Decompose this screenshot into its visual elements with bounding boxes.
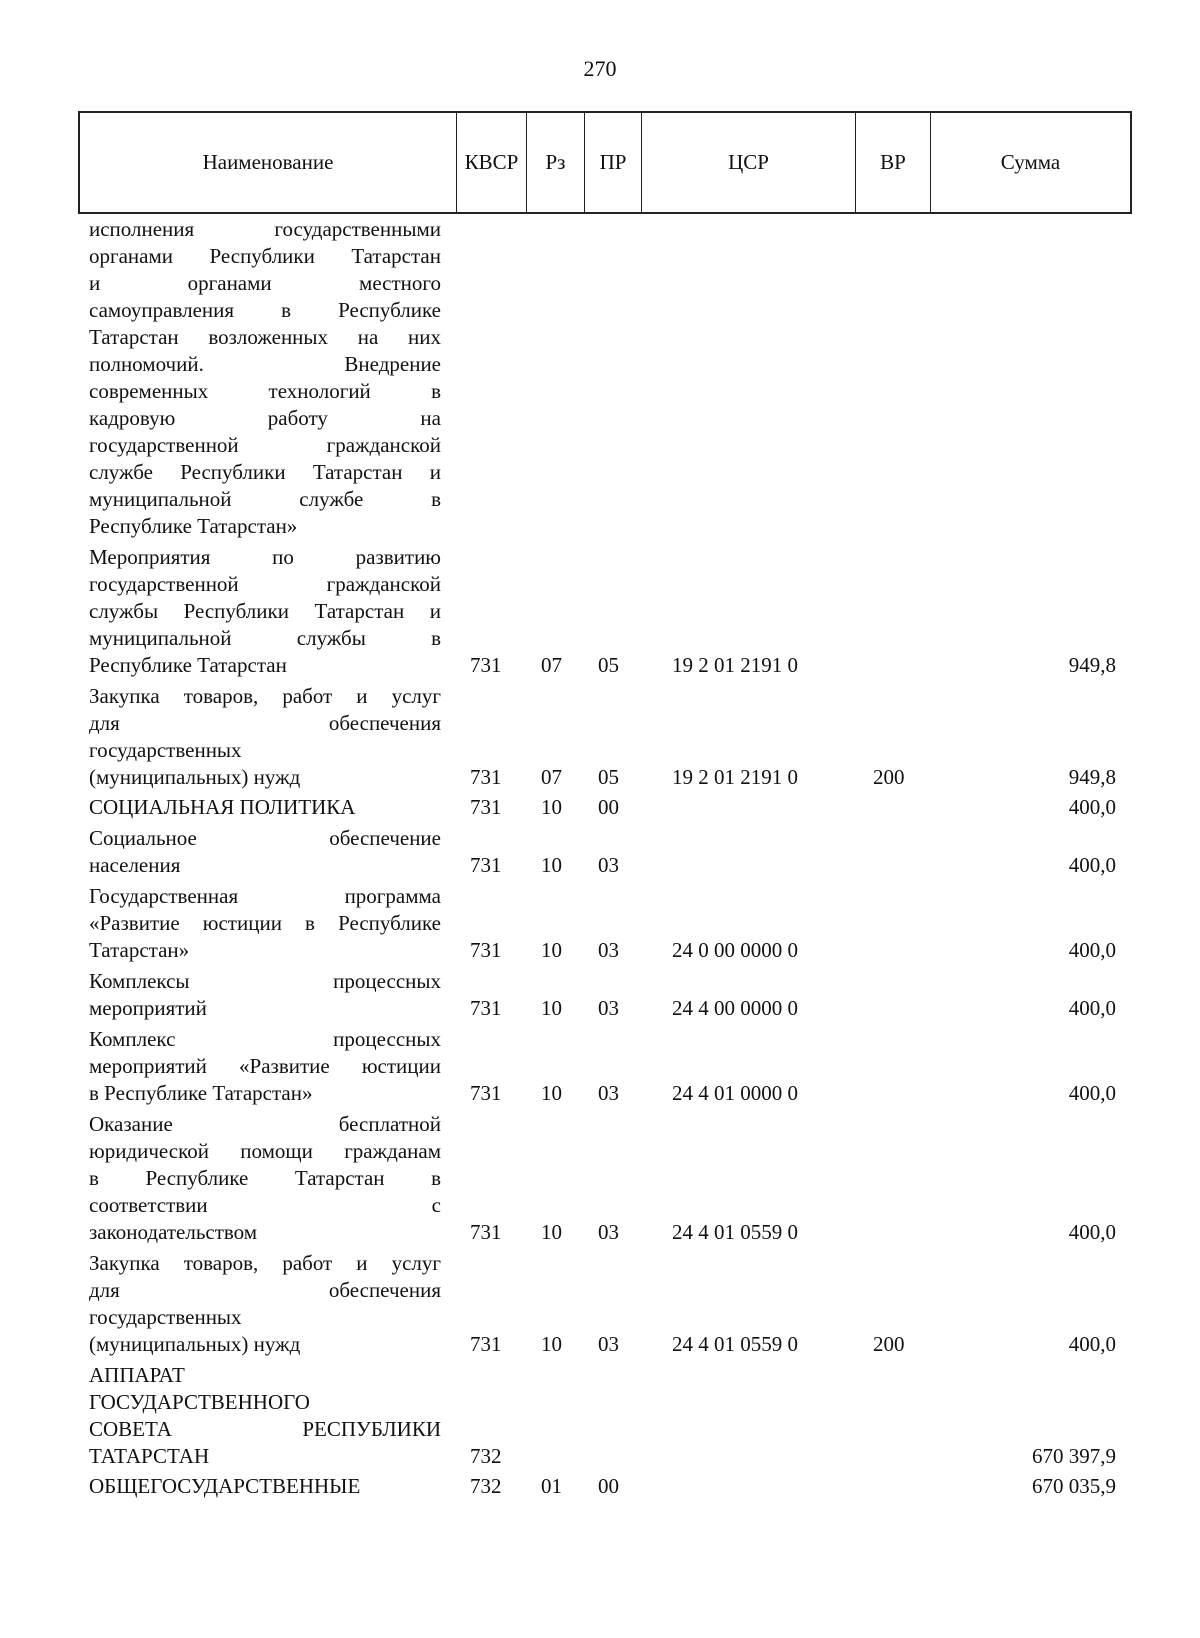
cell-pr: 03 [598, 1220, 619, 1244]
row-name-line: государственной гражданской [89, 433, 441, 457]
row-name-line: в Республике Татарстан в [89, 1166, 441, 1190]
row-name-line: Комплексы процессных [89, 969, 441, 993]
row-name-line: Мероприятия по развитию [89, 545, 441, 569]
table-row [0, 683, 1200, 791]
cell-pr: 03 [598, 1332, 619, 1356]
row-name-line: Закупка товаров, работ и услуг [89, 684, 441, 708]
cell-vr: 200 [873, 1332, 905, 1356]
cell-rz: 10 [541, 853, 562, 877]
cell-kvsr: 731 [470, 795, 502, 819]
cell-csr: 24 4 01 0559 0 [672, 1332, 798, 1356]
row-name-line: государственной гражданской [89, 572, 441, 596]
row-name-line: для обеспечения [89, 1278, 441, 1302]
cell-pr: 05 [598, 653, 619, 677]
table-body [0, 216, 1200, 1500]
cell-rz: 07 [541, 765, 562, 789]
header-sum: Сумма [1000, 150, 1061, 174]
cell-pr: 05 [598, 765, 619, 789]
cell-kvsr: 731 [470, 853, 502, 877]
row-name [89, 1362, 441, 1470]
row-name [89, 544, 441, 679]
row-name-line: (муниципальных) нужд [89, 1332, 301, 1356]
cell-csr: 19 2 01 2191 0 [672, 653, 798, 677]
row-name [89, 825, 441, 879]
row-name-line: «Развитие юстиции в Республике [89, 911, 441, 935]
row-name-line: ОБЩЕГОСУДАРСТВЕННЫЕ [89, 1474, 361, 1498]
row-name-line: исполнения государственными [89, 217, 441, 241]
cell-csr: 24 4 01 0559 0 [672, 1220, 798, 1244]
cell-sum: 400,0 [1068, 938, 1116, 962]
table-row [0, 1026, 1200, 1107]
table-row [0, 883, 1200, 964]
row-name-line: Республике Татарстан [89, 653, 287, 677]
cell-sum: 400,0 [1068, 1332, 1116, 1356]
row-name-line: населения [89, 853, 181, 877]
row-name-line: современных технологий в [89, 379, 441, 403]
table-row [0, 794, 1200, 821]
row-name-line: службе Республики Татарстан и [89, 460, 441, 484]
table-row [0, 1362, 1200, 1470]
row-name-line: СОВЕТА РЕСПУБЛИКИ [89, 1417, 441, 1441]
cell-pr: 00 [598, 795, 619, 819]
cell-rz: 10 [541, 1332, 562, 1356]
row-name [89, 1026, 441, 1107]
cell-kvsr: 732 [470, 1444, 502, 1468]
cell-sum: 400,0 [1068, 853, 1116, 877]
header-name: Наименование [80, 113, 457, 212]
row-name-line: мероприятий [89, 996, 207, 1020]
row-name-line: полномочий. Внедрение [89, 352, 441, 376]
row-name-line: Республике Татарстан» [89, 514, 298, 538]
cell-kvsr: 731 [470, 938, 502, 962]
cell-sum: 400,0 [1068, 996, 1116, 1020]
row-name [89, 883, 441, 964]
cell-pr: 03 [598, 938, 619, 962]
header-pr: ПР [585, 113, 642, 212]
row-name-line: для обеспечения [89, 711, 441, 735]
row-name-line: самоуправления в Республике [89, 298, 441, 322]
cell-kvsr: 731 [470, 765, 502, 789]
cell-rz: 01 [541, 1474, 562, 1498]
row-name-line: соответствии с [89, 1193, 441, 1217]
header-kvsr: КВСР [457, 113, 527, 212]
cell-sum: 949,8 [1068, 765, 1116, 789]
row-name-line: и органами местного [89, 271, 441, 295]
table-row [0, 1111, 1200, 1246]
row-name-line: государственных [89, 738, 242, 762]
cell-sum: 400,0 [1068, 795, 1116, 819]
header-csr: ЦСР [642, 113, 856, 212]
row-name-line: государственных [89, 1305, 242, 1329]
page-number: 270 [583, 56, 617, 81]
cell-pr: 03 [598, 996, 619, 1020]
row-name-line: Социальное обеспечение [89, 826, 441, 850]
cell-rz: 10 [541, 938, 562, 962]
row-name-line: Татарстан» [89, 938, 190, 962]
row-name-line: Оказание бесплатной [89, 1112, 441, 1136]
row-name [89, 1111, 441, 1246]
row-name-line: службы Республики Татарстан и [89, 599, 441, 623]
header-vr: ВР [856, 113, 931, 212]
cell-rz: 10 [541, 795, 562, 819]
row-name-line: Закупка товаров, работ и услуг [89, 1251, 441, 1275]
table-row [0, 216, 1200, 540]
cell-csr: 24 4 01 0000 0 [672, 1081, 798, 1105]
row-name [89, 683, 441, 791]
cell-rz: 10 [541, 1081, 562, 1105]
cell-vr: 200 [873, 765, 905, 789]
row-name-line: органами Республики Татарстан [89, 244, 441, 268]
row-name-line: ТАТАРСТАН [89, 1444, 210, 1468]
cell-kvsr: 731 [470, 996, 502, 1020]
row-name [89, 1473, 441, 1500]
cell-csr: 24 0 00 0000 0 [672, 938, 798, 962]
row-name-line: муниципальной службы в [89, 626, 441, 650]
row-name [89, 794, 441, 821]
row-name-line: муниципальной службе в [89, 487, 441, 511]
table-row [0, 1473, 1200, 1500]
cell-pr: 03 [598, 1081, 619, 1105]
table-row [0, 825, 1200, 879]
row-name [89, 216, 441, 540]
row-name-line: СОЦИАЛЬНАЯ ПОЛИТИКА [89, 795, 356, 819]
cell-sum: 400,0 [1068, 1081, 1116, 1105]
row-name-line: законодательством [89, 1220, 258, 1244]
cell-kvsr: 731 [470, 1332, 502, 1356]
table-row [0, 968, 1200, 1022]
cell-sum: 400,0 [1068, 1220, 1116, 1244]
cell-sum: 949,8 [1068, 653, 1116, 677]
row-name-line: Татарстан возложенных на них [89, 325, 441, 349]
row-name-line: АППАРАТ [89, 1363, 185, 1387]
table-row [0, 1250, 1200, 1358]
cell-csr: 24 4 00 0000 0 [672, 996, 798, 1020]
table-row [0, 544, 1200, 679]
row-name-line: ГОСУДАРСТВЕННОГО [89, 1390, 310, 1414]
row-name-line: юридической помощи гражданам [89, 1139, 441, 1163]
table-header [78, 111, 1132, 214]
row-name-line: (муниципальных) нужд [89, 765, 301, 789]
cell-rz: 10 [541, 1220, 562, 1244]
cell-kvsr: 731 [470, 653, 502, 677]
cell-kvsr: 731 [470, 1220, 502, 1244]
cell-sum: 670 035,9 [1032, 1474, 1116, 1498]
cell-rz: 07 [541, 653, 562, 677]
row-name-line: кадровую работу на [89, 406, 441, 430]
cell-pr: 03 [598, 853, 619, 877]
row-name [89, 968, 441, 1022]
cell-rz: 10 [541, 996, 562, 1020]
row-name-line: Государственная программа [89, 884, 441, 908]
cell-pr: 00 [598, 1474, 619, 1498]
cell-csr: 19 2 01 2191 0 [672, 765, 798, 789]
cell-kvsr: 732 [470, 1474, 502, 1498]
row-name [89, 1250, 441, 1358]
row-name-line: Комплекс процессных [89, 1027, 441, 1051]
cell-kvsr: 731 [470, 1081, 502, 1105]
row-name-line: в Республике Татарстан» [89, 1081, 313, 1105]
header-rz: Рз [527, 113, 585, 212]
row-name-line: мероприятий «Развитие юстиции [89, 1054, 441, 1078]
cell-sum: 670 397,9 [1032, 1444, 1116, 1468]
